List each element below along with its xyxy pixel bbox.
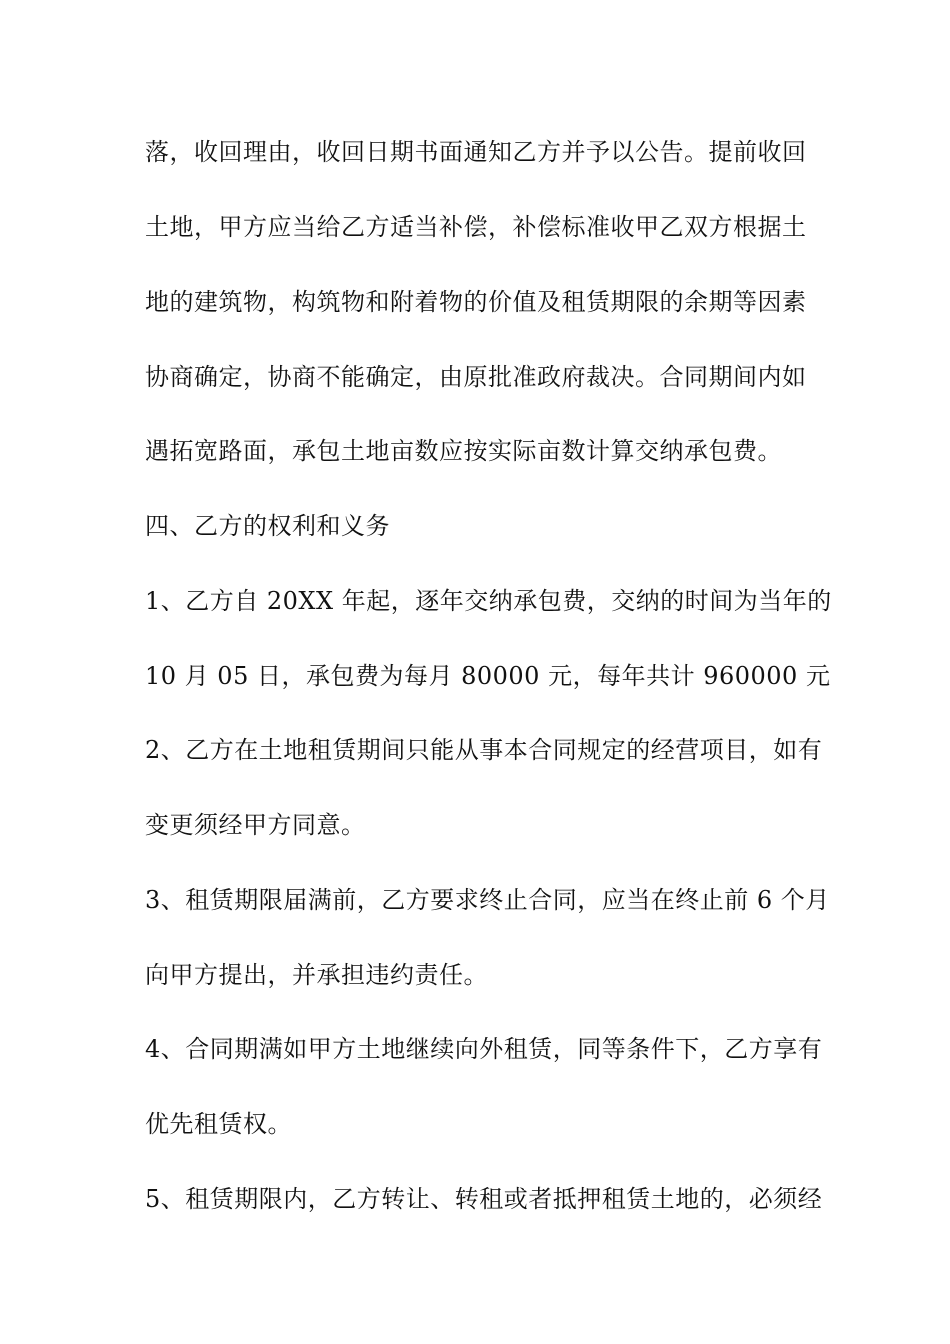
- text-line: 协商确定，协商不能确定，由原批准政府裁决。合同期间内如: [145, 363, 807, 391]
- list-item-5: 5、租赁期限内，乙方转让、转租或者抵押租赁土地的，必须经: [145, 1185, 823, 1213]
- text-line: 土地，甲方应当给乙方适当补偿，补偿标准收甲乙双方根据土: [145, 213, 807, 241]
- section-heading: 四、乙方的权利和义务: [145, 512, 390, 540]
- text-line: 落，收回理由，收回日期书面通知乙方并予以公告。提前收回: [145, 138, 807, 166]
- list-item-2: 2、乙方在土地租赁期间只能从事本合同规定的经营项目，如有: [145, 736, 823, 764]
- text-line: 地的建筑物，构筑物和附着物的价值及租赁期限的余期等因素: [145, 288, 807, 316]
- list-item-1: 1、乙方自 20XX 年起，逐年交纳承包费，交纳的时间为当年的: [145, 587, 832, 615]
- text-line: 优先租赁权。: [145, 1110, 292, 1138]
- text-line: 变更须经甲方同意。: [145, 811, 366, 839]
- list-item-4: 4、合同期满如甲方土地继续向外租赁，同等条件下，乙方享有: [145, 1035, 823, 1063]
- text-line: 向甲方提出，并承担违约责任。: [145, 961, 488, 989]
- list-item-3: 3、租赁期限届满前，乙方要求终止合同，应当在终止前 6 个月: [145, 886, 830, 914]
- text-line: 10 月 05 日，承包费为每月 80000 元，每年共计 960000 元: [145, 662, 831, 690]
- text-line: 遇拓宽路面，承包土地亩数应按实际亩数计算交纳承包费。: [145, 437, 782, 465]
